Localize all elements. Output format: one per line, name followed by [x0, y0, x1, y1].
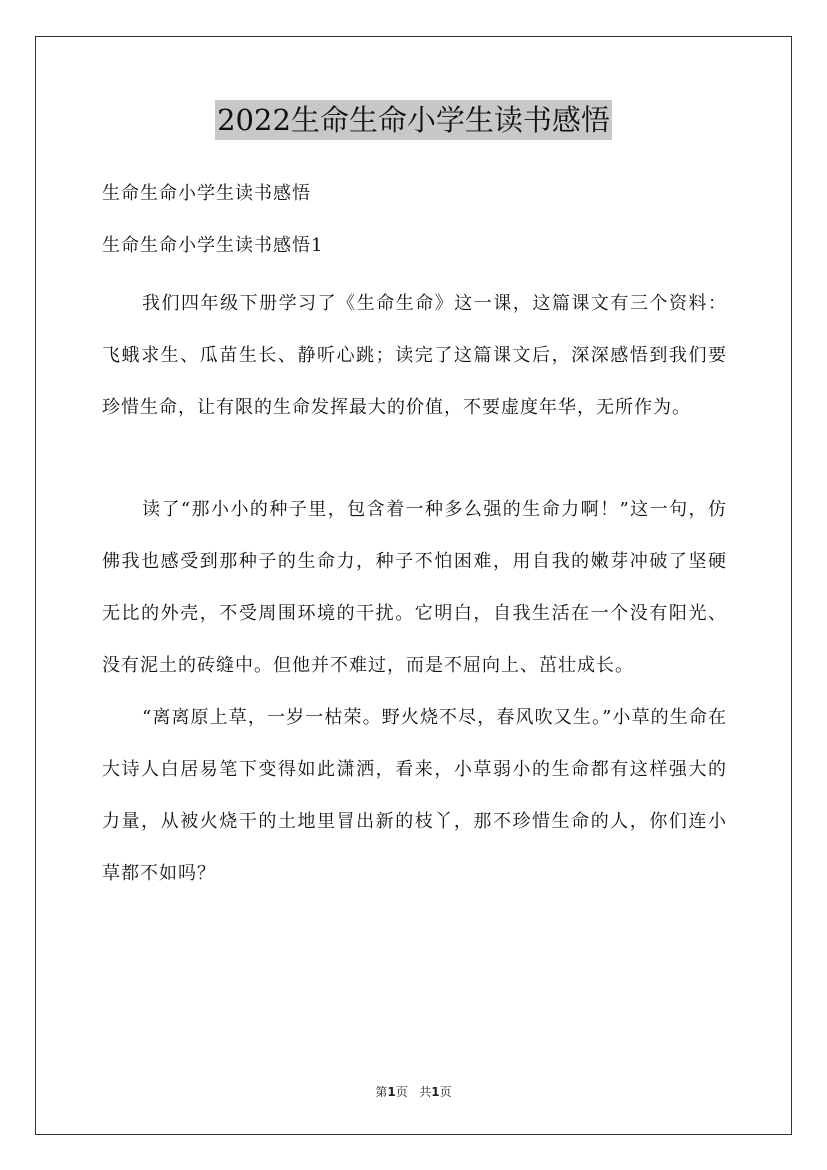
page-suffix: 页 — [395, 1085, 408, 1099]
document-subtitle: 生命生命小学生读书感悟 — [102, 183, 311, 204]
document-title: 2022生命生命小学生读书感悟 — [215, 100, 612, 140]
page-prefix: 第 — [375, 1085, 388, 1099]
paragraph-3: “离离原上草，一岁一枯荣。野火烧不尽，春风吹又生。”小草的生命在大诗人白居易笔下变得如此潇洒，看来，小草弱小的生命都有这样强大的力量，从被火烧干的土地里冒出新的枝丫，那不珍惜生命的人，你们连小草都不如吗？ — [102, 707, 727, 884]
title-container — [0, 100, 827, 140]
page-footer — [0, 1083, 827, 1100]
total-prefix: 共 — [419, 1085, 432, 1099]
paragraph-1: 我们四年级下册学习了《生命生命》这一课，这篇课文有三个资料：飞蛾求生、瓜苗生长、静听心跳；读完了这篇课文后，深深感悟到我们要珍惜生命，让有限的生命发挥最大的价值，不要虚度年华，无所作为。 — [102, 293, 727, 418]
total-pages: 1 — [431, 1085, 440, 1099]
section-heading: 生命生命小学生读书感悟1 — [102, 235, 324, 256]
document-body — [102, 174, 727, 900]
page-number: 1 — [387, 1085, 396, 1099]
paragraph-2: 读了“那小小的种子里，包含着一种多么强的生命力啊！”这一句，仿佛我也感受到那种子的生命力，种子不怕困难，用自我的嫩芽冲破了坚硬无比的外壳，不受周围环境的干扰。它明白，自我生活在一个没有阳光、没有泥土的砖缝中。但他并不难过，而是不屈向上、茁壮成长。 — [102, 499, 727, 676]
paragraph-spacer — [102, 434, 727, 484]
total-suffix: 页 — [439, 1085, 452, 1099]
